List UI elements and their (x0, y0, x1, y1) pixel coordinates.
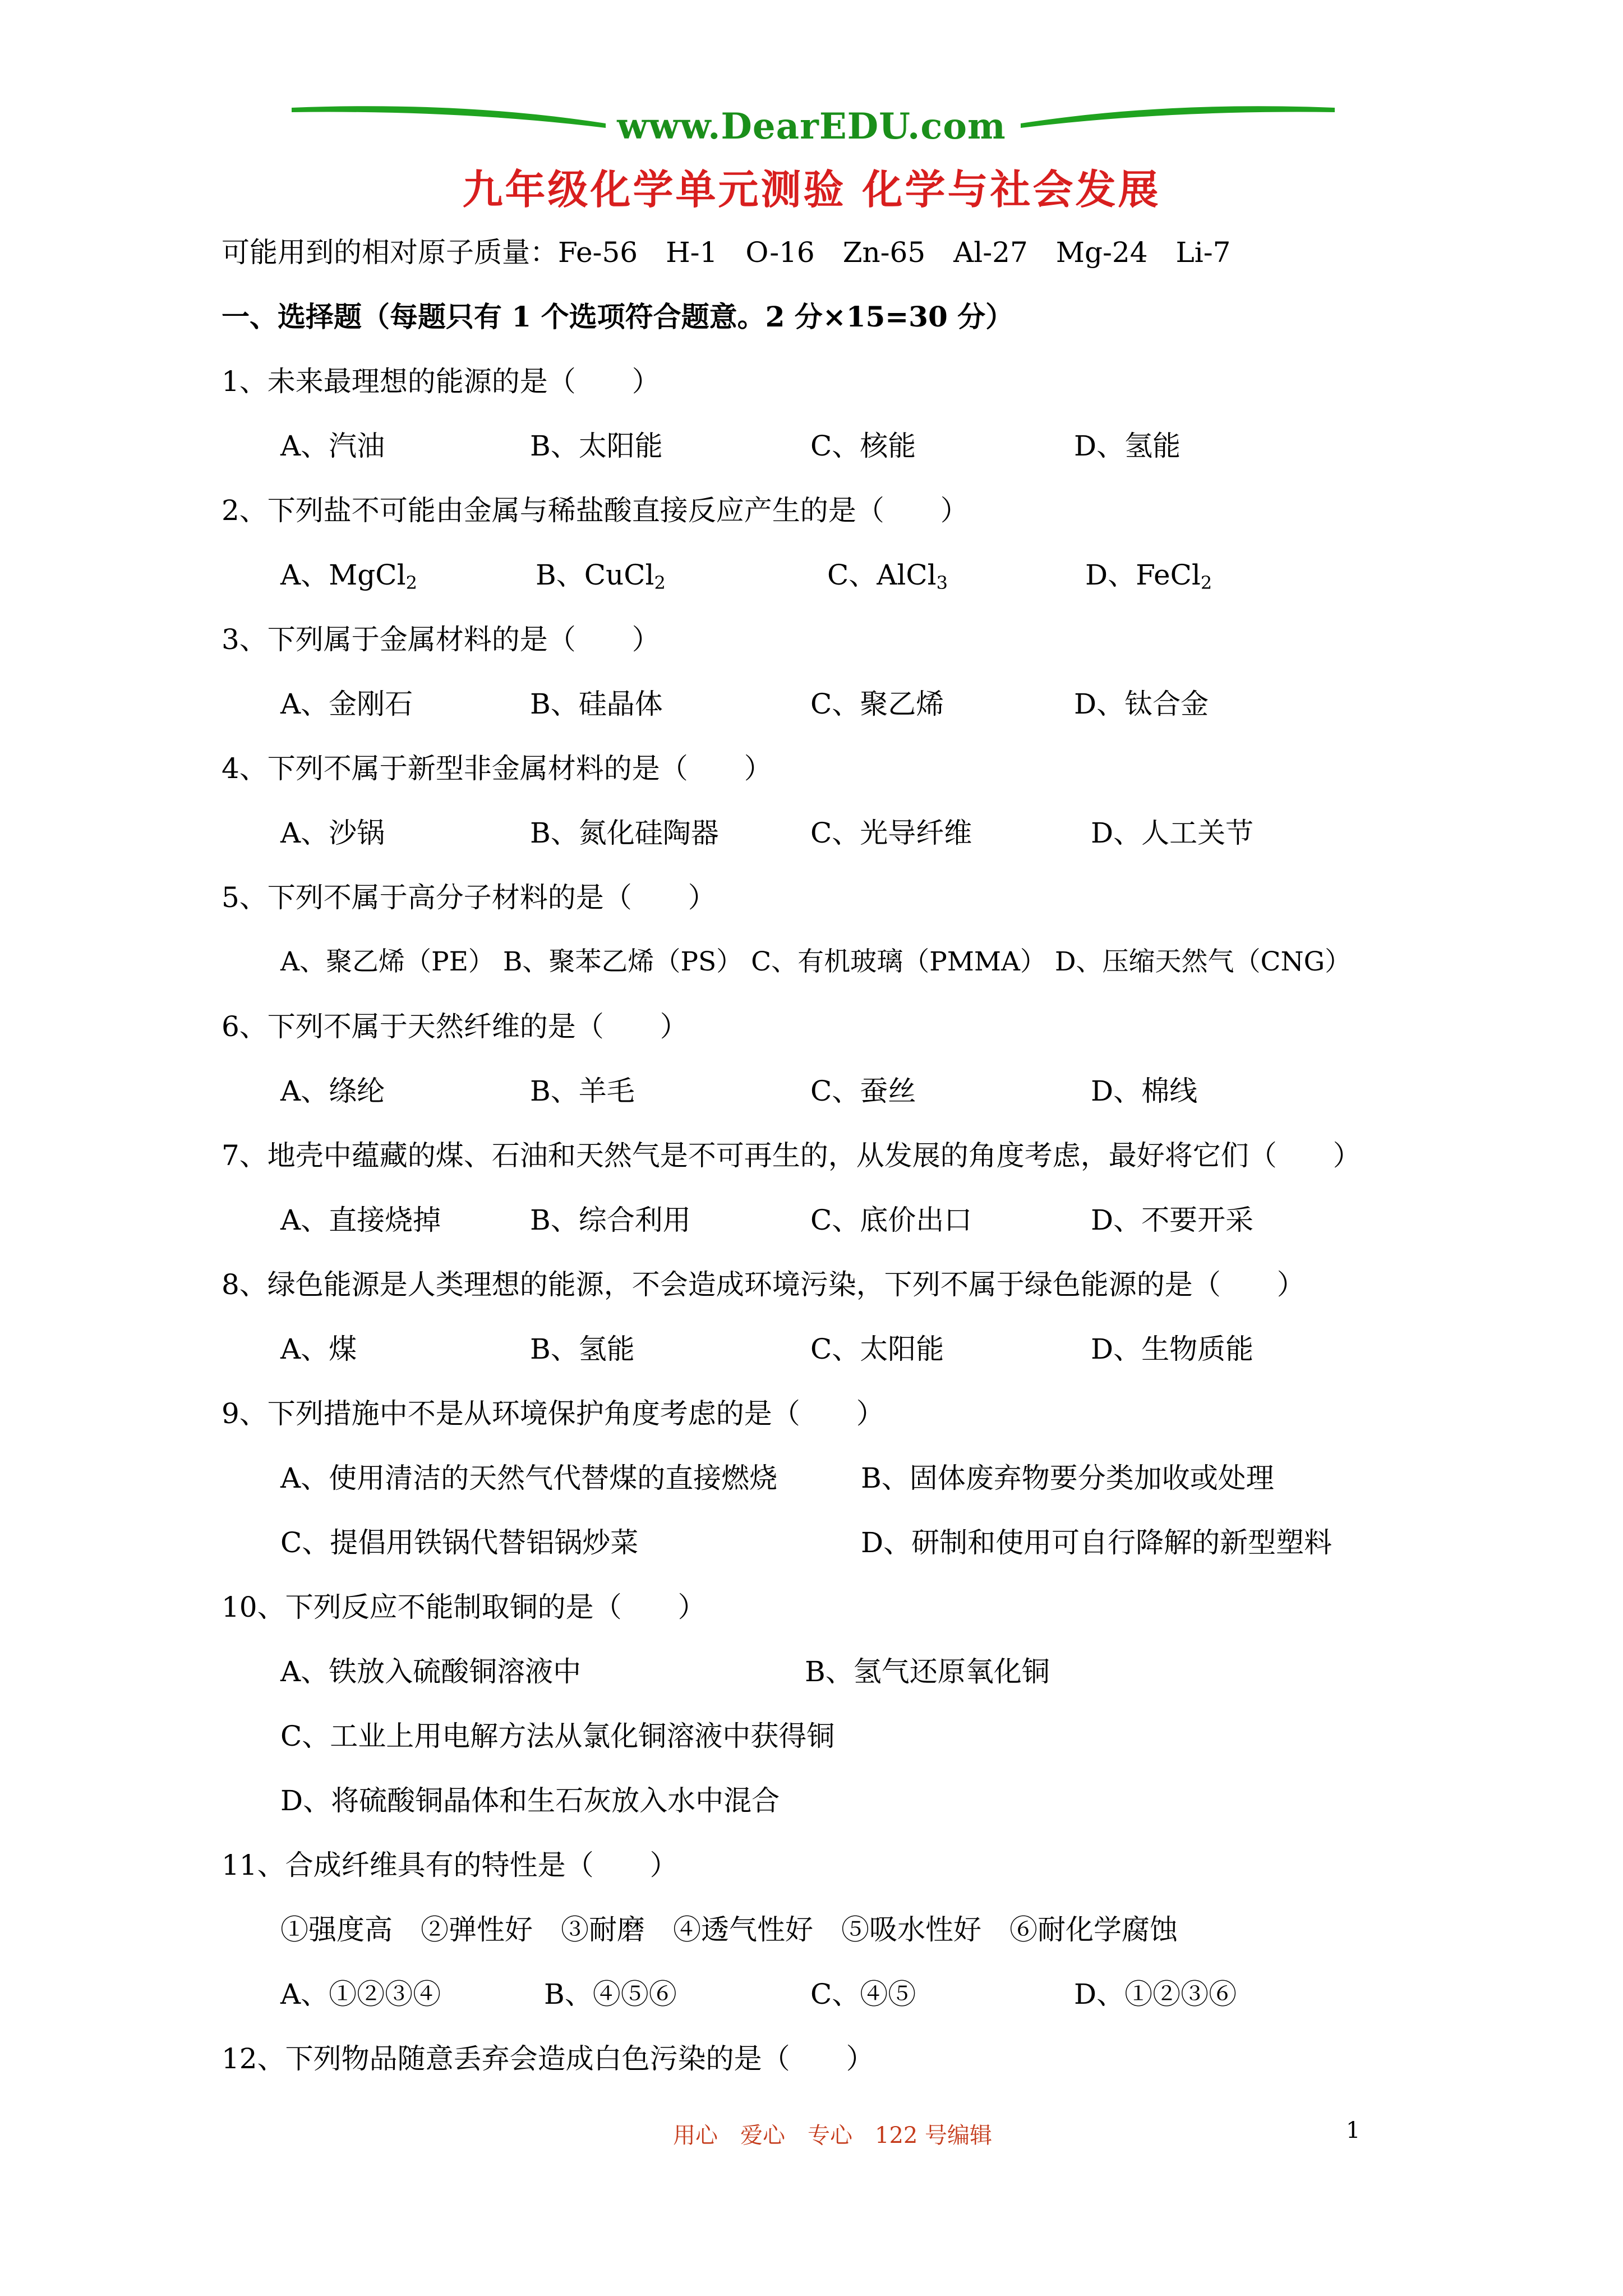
footer-note: 用心 爱心 专心 122 号编辑 (673, 2123, 993, 2148)
question-4-option-a: A、沙锅 (280, 817, 385, 849)
question-8-option-b: B、氢能 (530, 1333, 635, 1365)
question-7-option-a: A、直接烧掉 (280, 1204, 441, 1236)
section-heading: 一、选择题（每题只有 1 个选项符合题意。2 分×15=30 分） (222, 300, 1014, 333)
question-6-option-d: D、棉线 (1091, 1075, 1198, 1107)
question-3-option-d: D、钛合金 (1074, 688, 1209, 720)
question-11-option-a: A、①②③④ (280, 1978, 441, 2010)
question-8-option-c: C、太阳能 (810, 1333, 944, 1365)
page-number: 1 (1346, 2118, 1361, 2143)
question-9-option-a: A、使用清洁的天然气代替煤的直接燃烧 (280, 1462, 778, 1494)
question-5-stem: 5、下列不属于高分子材料的是（ ） (222, 881, 716, 914)
question-2-option-a: A、MgCl$_2$ (280, 559, 417, 593)
page-title: 九年级化学单元测验 化学与社会发展 (462, 165, 1161, 213)
question-10-option-d: D、将硫酸铜晶体和生石灰放入水中混合 (280, 1784, 780, 1817)
question-1-option-d: D、氢能 (1074, 430, 1181, 462)
question-2-option-b: B、CuCl$_2$ (536, 559, 666, 593)
question-7-option-b: B、综合利用 (530, 1204, 691, 1236)
question-11-properties: ①强度高 ②弹性好 ③耐磨 ④透气性好 ⑤吸水性好 ⑥耐化学腐蚀 (280, 1913, 1178, 1946)
question-11-option-b: B、④⑤⑥ (544, 1978, 677, 2010)
site-logo-text: www.DearEDU.com (617, 105, 1006, 148)
question-1-stem: 1、未来最理想的能源的是（ ） (222, 365, 660, 398)
question-6-option-c: C、蚕丝 (810, 1075, 916, 1107)
question-7-stem: 7、地壳中蕴藏的煤、石油和天然气是不可再生的，从发展的角度考虑，最好将它们（ ） (222, 1139, 1361, 1172)
question-2-option-c: C、AlCl$_3$ (827, 559, 948, 593)
question-1-option-c: C、核能 (810, 430, 916, 462)
question-3-option-b: B、硅晶体 (530, 688, 663, 720)
question-1-option-a: A、汽油 (280, 430, 385, 462)
question-4-option-d: D、人工关节 (1091, 817, 1254, 849)
question-1-option-b: B、太阳能 (530, 430, 663, 462)
question-6-option-b: B、羊毛 (530, 1075, 635, 1107)
question-10-option-b: B、氢气还原氧化铜 (805, 1655, 1050, 1688)
question-11-option-d: D、①②③⑥ (1074, 1978, 1237, 2010)
question-3-option-c: C、聚乙烯 (810, 688, 944, 720)
question-5-options: A、聚乙烯（PE） B、聚苯乙烯（PS） C、有机玻璃（PMMA） D、压缩天然气（CNG） (280, 946, 1352, 977)
question-4-option-b: B、氮化硅陶器 (530, 817, 719, 849)
question-3-stem: 3、下列属于金属材料的是（ ） (222, 623, 660, 656)
question-12-stem: 12、下列物品随意丢弃会造成白色污染的是（ ） (222, 2042, 874, 2075)
question-9-option-d: D、研制和使用可自行降解的新型塑料 (861, 1526, 1332, 1559)
question-8-option-a: A、煤 (280, 1333, 357, 1365)
question-10-stem: 10、下列反应不能制取铜的是（ ） (222, 1591, 706, 1623)
question-3-option-a: A、金刚石 (280, 688, 413, 720)
question-11-stem: 11、合成纤维具有的特性是（ ） (222, 1849, 678, 1881)
question-8-option-d: D、生物质能 (1091, 1333, 1254, 1365)
question-10-option-c: C、工业上用电解方法从氯化铜溶液中获得铜 (280, 1720, 835, 1752)
question-10-option-a: A、铁放入硫酸铜溶液中 (280, 1655, 582, 1688)
question-7-option-c: C、底价出口 (810, 1204, 972, 1236)
question-9-option-b: B、固体废弃物要分类加收或处理 (861, 1462, 1274, 1494)
question-2-option-d: D、FeCl$_2$ (1085, 559, 1212, 593)
atomic-masses-line: 可能用到的相对原子质量：Fe-56 H-1 O-16 Zn-65 Al-27 Mg-24 Li-7 (222, 236, 1231, 269)
question-9-option-c: C、提倡用铁锅代替铝锅炒菜 (280, 1526, 639, 1559)
question-6-option-a: A、绦纶 (280, 1075, 385, 1107)
question-2-stem: 2、下列盐不可能由金属与稀盐酸直接反应产生的是（ ） (222, 494, 969, 527)
question-11-option-c: C、④⑤ (810, 1978, 916, 2010)
question-4-stem: 4、下列不属于新型非金属材料的是（ ） (222, 752, 772, 785)
question-6-stem: 6、下列不属于天然纤维的是（ ） (222, 1010, 688, 1043)
question-8-stem: 8、绿色能源是人类理想的能源，不会造成环境污染，下列不属于绿色能源的是（ ） (222, 1268, 1305, 1301)
question-4-option-c: C、光导纤维 (810, 817, 972, 849)
question-7-option-d: D、不要开采 (1091, 1204, 1254, 1236)
question-9-stem: 9、下列措施中不是从环境保护角度考虑的是（ ） (222, 1397, 884, 1430)
